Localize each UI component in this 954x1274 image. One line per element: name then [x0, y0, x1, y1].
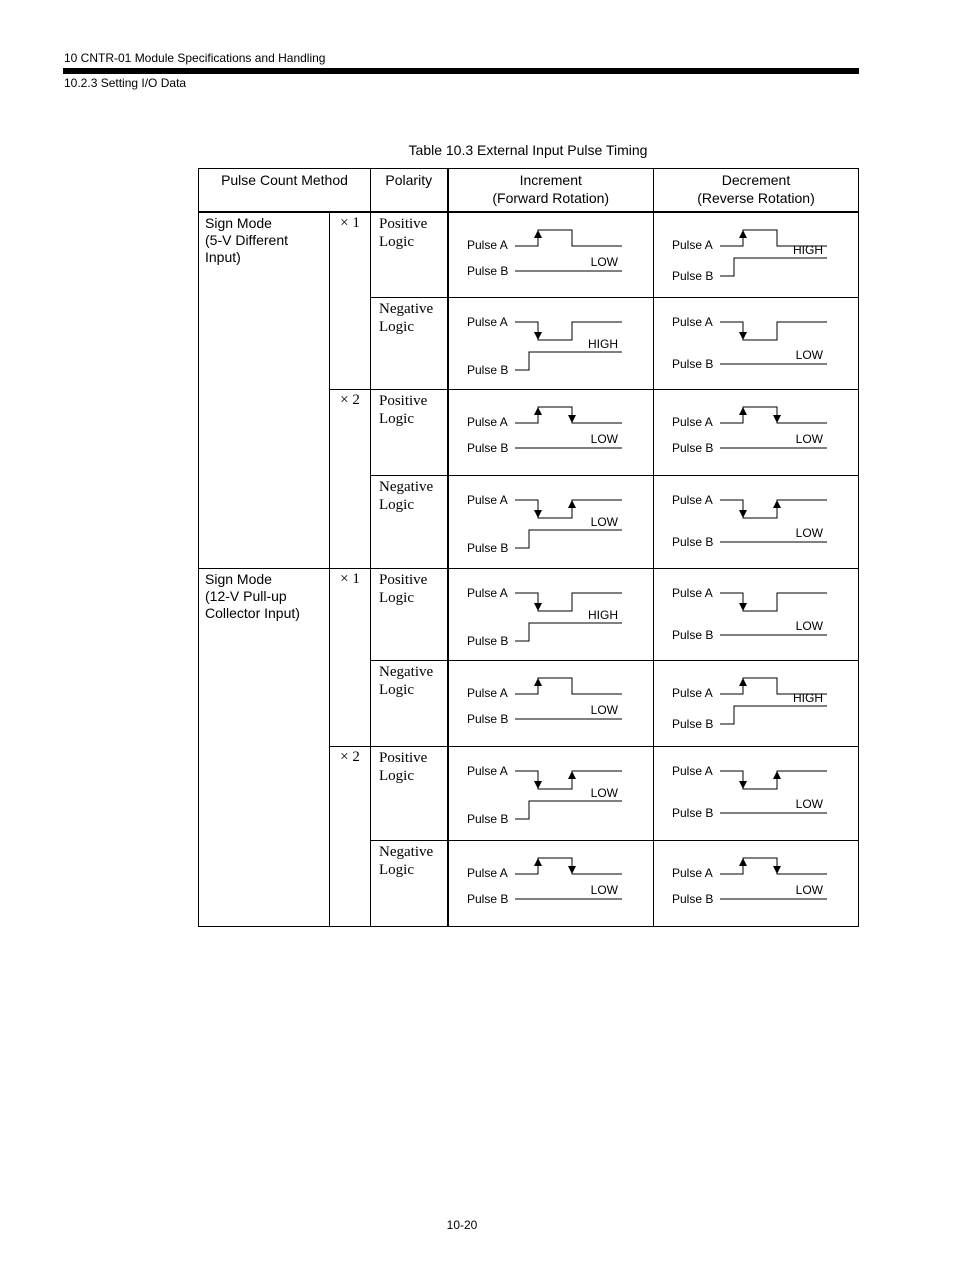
pulse-b-wave — [515, 801, 622, 819]
edge-arrow — [568, 866, 576, 874]
pulse-b-label: Pulse B — [672, 717, 714, 731]
header-method: Pulse Count Method — [199, 169, 371, 212]
edge-arrow — [739, 678, 747, 686]
pulse-b-wave — [720, 706, 827, 724]
pulse-b-level: LOW — [590, 254, 618, 269]
decrement-diagram — [654, 569, 859, 661]
pulse-timing-svg — [654, 747, 858, 839]
pulse-b-label: Pulse B — [466, 712, 508, 726]
pulse-b-level: HIGH — [793, 242, 823, 257]
edge-arrow — [568, 415, 576, 423]
pulse-b-label: Pulse B — [466, 363, 508, 377]
table-row — [199, 569, 859, 661]
pulse-b-label: Pulse B — [672, 892, 714, 906]
section-header: 10.2.3 Setting I/O Data — [64, 76, 187, 90]
decrement-diagram — [654, 841, 859, 927]
pulse-a-label: Pulse A — [466, 237, 508, 252]
pulse-a-wave — [720, 593, 827, 611]
pulse-a-label: Pulse A — [672, 586, 713, 600]
pulse-timing-svg — [449, 476, 653, 567]
decrement-diagram — [654, 476, 859, 569]
edge-arrow — [739, 510, 747, 518]
multiplier-cell: × 1 — [330, 212, 371, 390]
pulse-timing-svg — [449, 569, 653, 659]
pulse-timing-svg — [449, 841, 653, 925]
header-increment: Increment (Forward Rotation) — [448, 169, 654, 212]
pulse-a-label: Pulse A — [466, 586, 508, 600]
edge-arrow — [739, 603, 747, 611]
pulse-b-level: LOW — [795, 348, 823, 362]
edge-arrow — [739, 781, 747, 789]
polarity-cell: Positive Logic — [371, 747, 448, 841]
pulse-b-label: Pulse B — [672, 268, 714, 283]
increment-diagram — [448, 569, 654, 661]
pulse-a-wave — [515, 230, 622, 246]
header-decrement: Decrement (Reverse Rotation) — [654, 169, 859, 212]
edge-arrow — [773, 771, 781, 779]
pulse-b-level: LOW — [795, 619, 823, 633]
pulse-b-wave — [515, 352, 622, 370]
decrement-diagram — [654, 661, 859, 747]
multiplier-cell: × 2 — [330, 390, 371, 569]
pulse-b-label: Pulse B — [466, 892, 508, 906]
pulse-b-level: LOW — [590, 703, 618, 717]
decrement-diagram — [654, 390, 859, 476]
increment-diagram — [448, 661, 654, 747]
pulse-timing-svg — [449, 390, 653, 474]
edge-arrow — [534, 407, 542, 415]
edge-arrow — [568, 771, 576, 779]
header-rule — [63, 68, 859, 74]
decrement-diagram — [654, 747, 859, 841]
polarity-cell: Positive Logic — [371, 390, 448, 476]
pulse-a-wave — [515, 678, 622, 694]
increment-diagram — [448, 212, 654, 298]
mode-cell-12v: Sign Mode (12-V Pull-up Collector Input) — [199, 569, 330, 927]
pulse-timing-svg — [654, 569, 858, 659]
pulse-b-label: Pulse B — [466, 263, 508, 278]
pulse-timing-svg — [654, 298, 858, 388]
header-polarity: Polarity — [371, 169, 448, 212]
edge-arrow — [568, 500, 576, 508]
decrement-diagram — [654, 212, 859, 298]
polarity-cell: Negative Logic — [371, 298, 448, 390]
pulse-b-level: LOW — [590, 432, 618, 446]
pulse-a-label: Pulse A — [672, 237, 713, 252]
pulse-b-label: Pulse B — [672, 628, 714, 642]
pulse-b-label: Pulse B — [466, 541, 508, 555]
multiplier-cell: × 2 — [330, 747, 371, 927]
pulse-b-label: Pulse B — [466, 634, 508, 648]
pulse-b-label: Pulse B — [466, 812, 508, 826]
pulse-b-level: LOW — [795, 883, 823, 897]
page-number: 10-20 — [446, 1218, 478, 1232]
pulse-a-label: Pulse A — [672, 764, 713, 778]
pulse-timing-svg — [449, 213, 653, 297]
edge-arrow — [739, 407, 747, 415]
polarity-cell: Positive Logic — [371, 569, 448, 661]
pulse-b-level: LOW — [795, 432, 823, 446]
polarity-cell: Positive Logic — [371, 212, 448, 298]
pulse-a-wave — [720, 771, 827, 789]
pulse-a-label: Pulse A — [466, 315, 508, 329]
pulse-a-label: Pulse A — [672, 315, 713, 329]
pulse-a-label: Pulse A — [466, 866, 508, 880]
pulse-a-wave — [720, 500, 827, 518]
pulse-timing-svg — [654, 213, 858, 297]
pulse-a-label: Pulse A — [672, 686, 713, 700]
pulse-b-level: LOW — [795, 797, 823, 811]
polarity-cell: Negative Logic — [371, 841, 448, 927]
table-row — [199, 212, 859, 298]
pulse-b-wave — [720, 258, 827, 276]
pulse-b-wave — [515, 623, 622, 641]
edge-arrow — [534, 781, 542, 789]
pulse-b-level: LOW — [590, 515, 618, 529]
pulse-timing-svg — [449, 661, 653, 745]
increment-diagram — [448, 390, 654, 476]
pulse-timing-svg — [654, 390, 858, 474]
polarity-cell: Negative Logic — [371, 661, 448, 747]
pulse-b-level: LOW — [795, 526, 823, 540]
pulse-a-label: Pulse A — [672, 415, 713, 429]
pulse-b-level: LOW — [590, 786, 618, 800]
pulse-timing-svg — [449, 747, 653, 839]
pulse-timing-svg — [654, 476, 858, 567]
edge-arrow — [739, 230, 747, 238]
decrement-diagram — [654, 298, 859, 390]
pulse-timing-svg — [654, 841, 858, 925]
pulse-b-level: HIGH — [587, 608, 618, 622]
edge-arrow — [773, 500, 781, 508]
pulse-timing-svg — [449, 298, 653, 388]
pulse-b-label: Pulse B — [672, 535, 714, 549]
pulse-b-label: Pulse B — [672, 441, 714, 455]
pulse-a-label: Pulse A — [466, 415, 508, 429]
pulse-a-label: Pulse A — [672, 493, 713, 507]
chapter-header: 10 CNTR-01 Module Specifications and Handling — [64, 51, 326, 65]
mode-cell-5v: Sign Mode (5-V Different Input) — [199, 212, 330, 569]
polarity-cell: Negative Logic — [371, 476, 448, 569]
increment-diagram — [448, 747, 654, 841]
pulse-a-label: Pulse A — [466, 493, 508, 507]
edge-arrow — [534, 332, 542, 340]
pulse-a-label: Pulse A — [466, 686, 508, 700]
pulse-b-level: HIGH — [793, 691, 823, 705]
edge-arrow — [534, 678, 542, 686]
edge-arrow — [739, 858, 747, 866]
pulse-b-level: LOW — [590, 883, 618, 897]
table-caption: Table 10.3 External Input Pulse Timing — [408, 142, 648, 158]
timing-table — [198, 168, 859, 927]
increment-diagram — [448, 298, 654, 390]
pulse-b-label: Pulse B — [672, 806, 714, 820]
pulse-timing-svg — [654, 661, 858, 745]
pulse-b-wave — [515, 530, 622, 548]
edge-arrow — [534, 603, 542, 611]
edge-arrow — [534, 230, 542, 238]
increment-diagram — [448, 476, 654, 569]
edge-arrow — [534, 510, 542, 518]
edge-arrow — [534, 858, 542, 866]
pulse-a-wave — [720, 322, 827, 340]
edge-arrow — [773, 415, 781, 423]
pulse-b-label: Pulse B — [672, 357, 714, 371]
edge-arrow — [773, 866, 781, 874]
pulse-b-level: HIGH — [587, 337, 618, 351]
pulse-a-label: Pulse A — [466, 764, 508, 778]
pulse-a-label: Pulse A — [672, 866, 713, 880]
increment-diagram — [448, 841, 654, 927]
edge-arrow — [739, 332, 747, 340]
pulse-b-label: Pulse B — [466, 441, 508, 455]
multiplier-cell: × 1 — [330, 569, 371, 747]
